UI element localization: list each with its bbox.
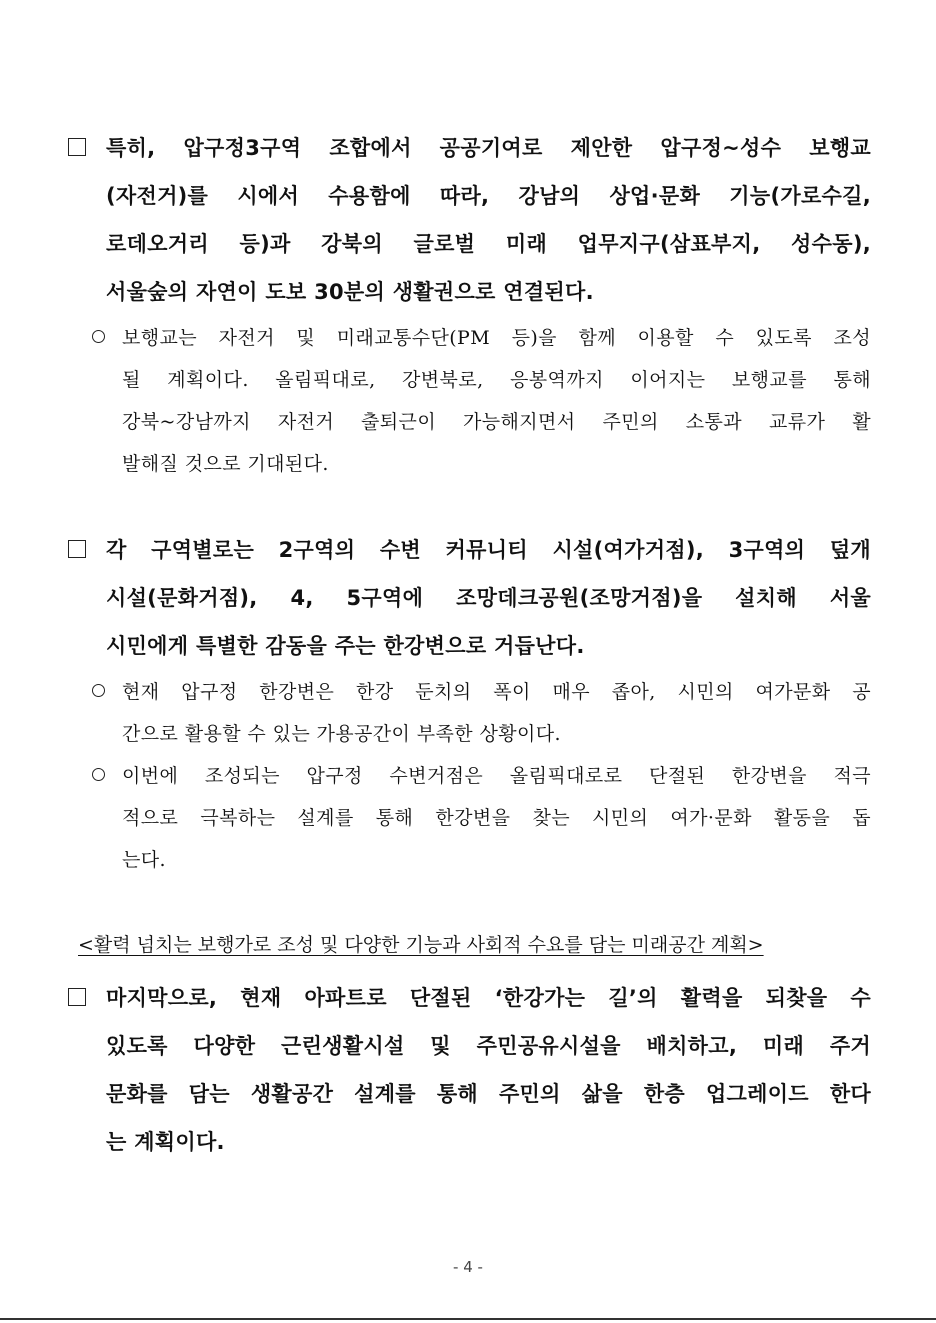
text-line: 적으로 극복하는 설계를 통해 한강변을 찾는 시민의 여가·문화 활동을 돕 bbox=[122, 807, 871, 829]
text-line: 있도록 다양한 근린생활시설 및 주민공유시설을 배치하고, 미래 주거 bbox=[106, 1034, 871, 1058]
text-line: 현재 압구정 한강변은 한강 둔치의 폭이 매우 좁아, 시민의 여가문화 공 bbox=[122, 681, 871, 703]
text-line: 는다. bbox=[122, 849, 166, 871]
circle-bullet bbox=[92, 768, 105, 781]
main-paragraph-2 bbox=[66, 526, 871, 670]
main-paragraph-3 bbox=[66, 974, 871, 1166]
section-2 bbox=[66, 526, 871, 881]
circle-bullet bbox=[92, 684, 105, 697]
section-1 bbox=[66, 124, 871, 485]
bottom-divider bbox=[0, 1318, 936, 1320]
text-line: 시민에게 특별한 감동을 주는 한강변으로 거듭난다. bbox=[106, 634, 585, 658]
sub-paragraph-1-1 bbox=[66, 317, 871, 485]
page-number: - 4 - bbox=[453, 1258, 483, 1276]
text-line: 문화를 담는 생활공간 설계를 통해 주민의 삶을 한층 업그레이드 한다 bbox=[106, 1082, 871, 1106]
section-3 bbox=[66, 974, 871, 1166]
text-line: (자전거)를 시에서 수용함에 따라, 강남의 상업·문화 기능(가로수길, bbox=[106, 184, 871, 208]
sub-paragraph-2-2 bbox=[66, 755, 871, 881]
text-line: 이번에 조성되는 압구정 수변거점은 올림픽대로로 단절된 한강변을 적극 bbox=[122, 765, 871, 787]
text-line: 마지막으로, 현재 아파트로 단절된 ‘한강가는 길’의 활력을 되찾을 수 bbox=[106, 986, 871, 1010]
sub-paragraph-2-1 bbox=[66, 671, 871, 755]
section-heading: <활력 넘치는 보행가로 조성 및 다양한 기능과 사회적 수요를 담는 미래공간 계획> bbox=[78, 934, 764, 956]
checkbox-bullet bbox=[68, 540, 86, 558]
main-paragraph-1 bbox=[66, 124, 871, 316]
text-line: 는 계획이다. bbox=[106, 1130, 225, 1154]
text-line: 보행교는 자전거 및 미래교통수단(PM 등)을 함께 이용할 수 있도록 조성 bbox=[122, 327, 871, 349]
circle-bullet bbox=[92, 330, 105, 343]
text-line: 될 계획이다. 올림픽대로, 강변북로, 응봉역까지 이어지는 보행교를 통해 bbox=[122, 369, 871, 391]
text-line: 특히, 압구정3구역 조합에서 공공기여로 제안한 압구정~성수 보행교 bbox=[106, 136, 871, 160]
text-line: 각 구역별로는 2구역의 수변 커뮤니티 시설(여가거점), 3구역의 덮개 bbox=[106, 538, 871, 562]
text-line: 발해질 것으로 기대된다. bbox=[122, 453, 329, 475]
checkbox-bullet bbox=[68, 138, 86, 156]
text-line: 로데오거리 등)과 강북의 글로벌 미래 업무지구(삼표부지, 성수동), bbox=[106, 232, 871, 256]
text-line: 간으로 활용할 수 있는 가용공간이 부족한 상황이다. bbox=[122, 723, 561, 745]
text-line: 서울숲의 자연이 도보 30분의 생활권으로 연결된다. bbox=[106, 280, 594, 304]
text-line: 강북~강남까지 자전거 출퇴근이 가능해지면서 주민의 소통과 교류가 활 bbox=[122, 411, 871, 433]
text-line: 시설(문화거점), 4, 5구역에 조망데크공원(조망거점)을 설치해 서울 bbox=[106, 586, 871, 610]
checkbox-bullet bbox=[68, 988, 86, 1006]
